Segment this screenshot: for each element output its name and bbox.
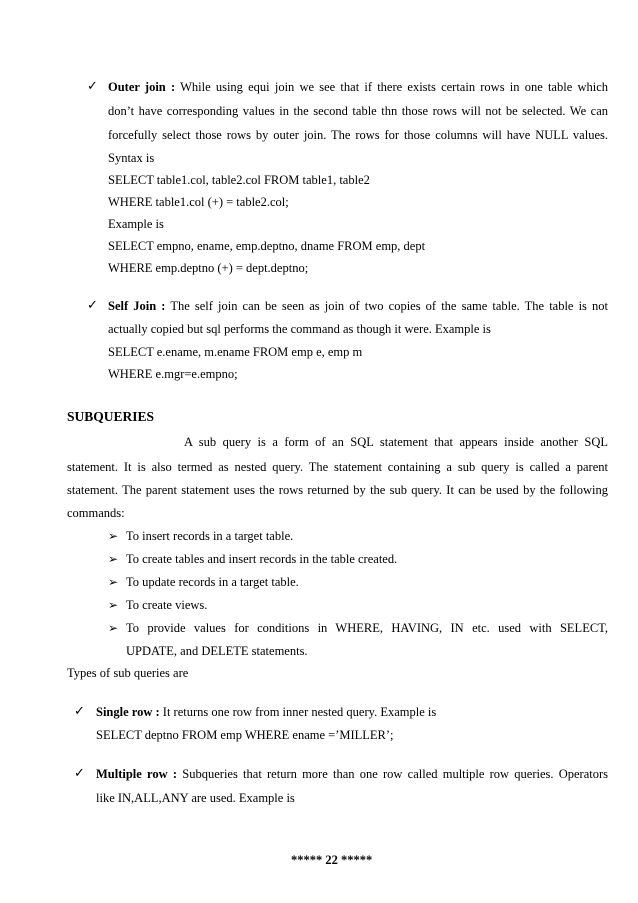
subqueries-heading: SUBQUERIES	[67, 409, 155, 424]
outer-join-line-1: Outer join : While using equi join we see that if there exists certain rows in one table which	[108, 80, 608, 94]
outer-join-example-label: Example is	[108, 217, 164, 231]
bullet-item-2: To create tables and insert records in the table created.	[126, 552, 398, 566]
outer-join-syntax-1: SELECT table1.col, table2.col FROM table1, table2	[108, 173, 370, 187]
check-mark-icon: ✓	[87, 298, 98, 313]
footer-stars-left: *****	[291, 853, 323, 867]
outer-join-example-1: SELECT empno, ename, emp.deptno, dname FROM emp, dept	[108, 239, 426, 253]
outer-join-line-2: don’t have corresponding values in the second table thn those rows will not be selected. We can	[108, 104, 608, 118]
bullet-item-5: To provide values for conditions in WHERE, HAVING, IN etc. used with SELECT,	[126, 621, 608, 635]
single-row-line-1: Single row : It returns one row from inner nested query. Example is	[96, 705, 437, 719]
types-intro: Types of sub queries are	[67, 666, 189, 680]
multiple-row-line-1: Multiple row : Subqueries that return more than one row called multiple row queries. Operators	[96, 767, 609, 781]
bullet-item-1: To insert records in a target table.	[126, 529, 294, 543]
outer-join-syntax-2: WHERE table1.col (+) = table2.col;	[108, 195, 289, 209]
outer-join-example-2: WHERE emp.deptno (+) = dept.deptno;	[108, 261, 309, 275]
subqueries-para-line-1: A sub query is a form of an SQL statement that appears inside another SQL	[184, 435, 608, 449]
bullet-item-4: To create views.	[126, 598, 208, 612]
self-join-line-1: Self Join : The self join can be seen as join of two copies of the same table. The table is not	[108, 299, 608, 313]
arrow-bullet-icon: ➢	[108, 575, 119, 589]
multiple-row-line-2: like IN,ALL,ANY are used. Example is	[96, 791, 295, 805]
arrow-bullet-icon: ➢	[108, 552, 119, 566]
outer-join-line-4: Syntax is	[108, 151, 155, 165]
check-mark-icon: ✓	[74, 766, 85, 781]
arrow-bullet-icon: ➢	[108, 621, 119, 635]
arrow-bullet-icon: ➢	[108, 598, 119, 612]
subqueries-para-line-3: statement. The parent statement uses the rows returned by the sub query. It can be used by the following	[67, 483, 608, 497]
page-footer	[291, 852, 372, 868]
arrow-bullet-icon: ➢	[108, 529, 119, 543]
self-join-line-2: actually copied but sql performs the command as though it were. Example is	[108, 322, 491, 336]
outer-join-line-3: forcefully select those rows by outer join. The rows for those columns will have NULL values.	[108, 128, 608, 142]
page-number: 22	[325, 853, 338, 867]
subqueries-para-line-2: statement. It is also termed as nested query. The statement containing a sub query is called a parent	[67, 460, 608, 474]
check-mark-icon: ✓	[87, 79, 98, 94]
footer-stars-right: *****	[341, 853, 373, 867]
bullet-item-5-continued: UPDATE, and DELETE statements.	[126, 644, 308, 658]
subqueries-para-line-4: commands:	[67, 506, 125, 520]
self-join-line-4: WHERE e.mgr=e.empno;	[108, 367, 238, 381]
single-row-line-2: SELECT deptno FROM emp WHERE ename =’MILLER’;	[96, 728, 394, 742]
check-mark-icon: ✓	[74, 704, 85, 719]
bullet-item-3: To update records in a target table.	[126, 575, 299, 589]
self-join-line-3: SELECT e.ename, m.ename FROM emp e, emp m	[108, 345, 363, 359]
